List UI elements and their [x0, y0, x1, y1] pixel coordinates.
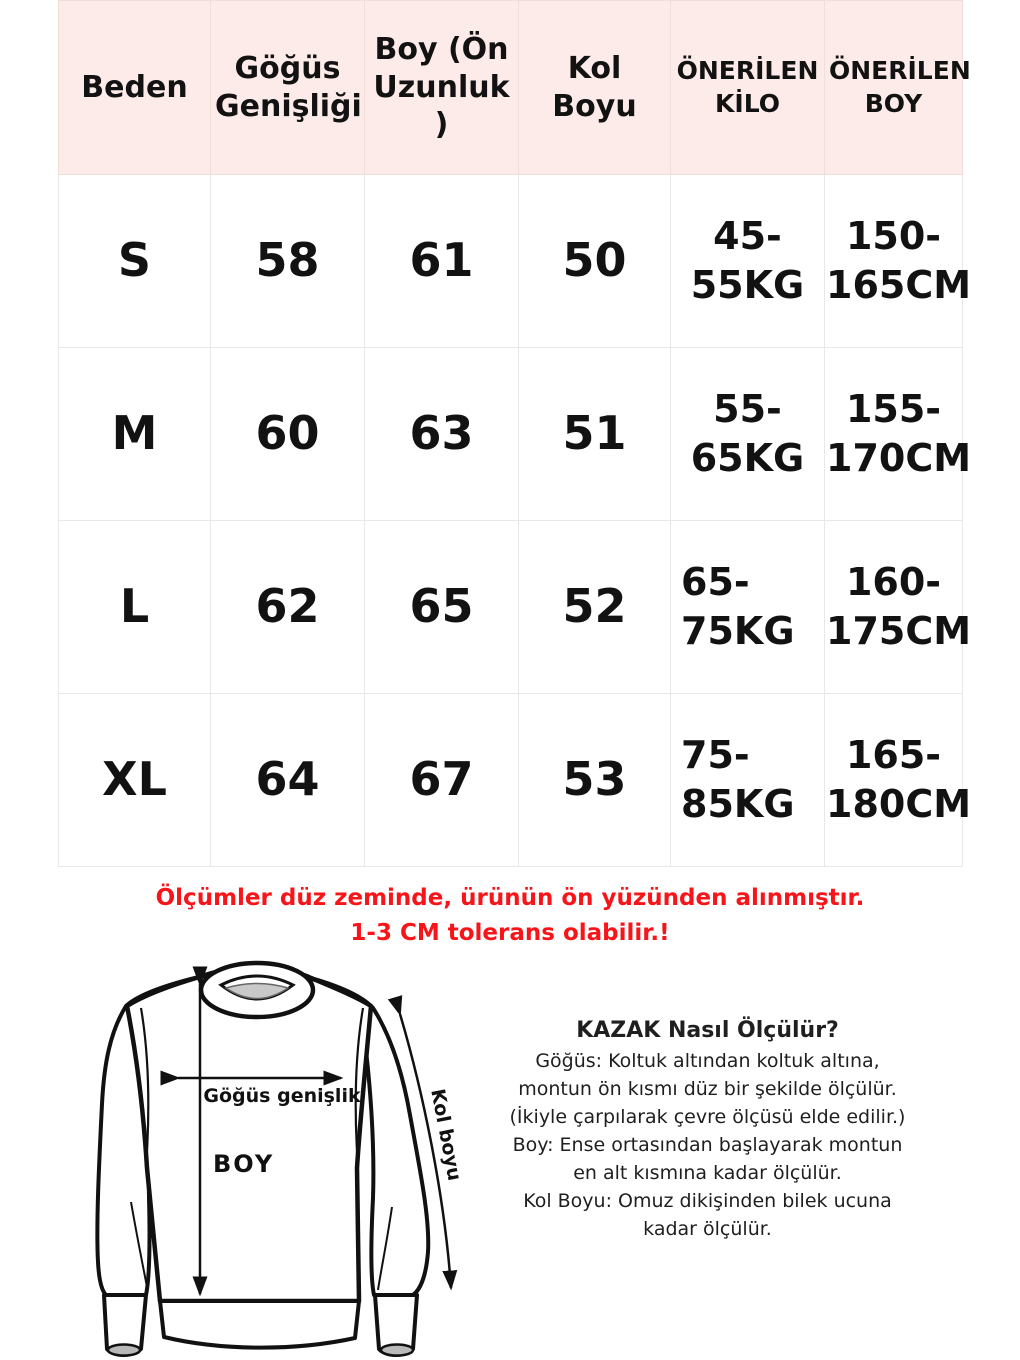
- cell-chest: 58: [211, 175, 365, 348]
- sweater-diagram: [88, 950, 472, 1360]
- cell-height: 155-170CM: [825, 348, 963, 521]
- note-line-2: 1-3 CM tolerans olabilir.!: [350, 920, 670, 946]
- cell-size: S: [59, 175, 211, 348]
- cell-weight: 55-65KG: [671, 348, 825, 521]
- cell-sleeve: 52: [519, 521, 671, 694]
- cell-size: M: [59, 348, 211, 521]
- table-row-m: [59, 348, 963, 521]
- cell-weight: 45-55KG: [671, 175, 825, 348]
- right-cuff-opening: [381, 1345, 413, 1356]
- header-onerilen-boy: ÖNERİLEN BOY: [825, 1, 963, 175]
- header-boy-on-uzunluk: Boy (Ön Uzunluk ): [365, 1, 519, 175]
- cell-height: 165-180CM: [825, 694, 963, 867]
- left-cuff-opening: [108, 1345, 140, 1356]
- table-row-xl: [59, 694, 963, 867]
- length-arrow-label: BOY: [213, 1150, 275, 1178]
- howto-sleeve-text: Kol Boyu: Omuz dikişinden bilek ucuna kadar ölçülür.: [523, 1190, 892, 1240]
- table-row-l: [59, 521, 963, 694]
- cell-length: 61: [365, 175, 519, 348]
- howto-chest-text: Göğüs: Koltuk altından koltuk altına, montun ön kısmı düz bir şekilde ölçülür. (İkiyle çarpılarak çevre ölçüsü elde edilir.): [509, 1050, 906, 1128]
- size-table: [58, 0, 972, 867]
- cell-chest: 60: [211, 348, 365, 521]
- cell-height: 160-175CM: [825, 521, 963, 694]
- cell-chest: 62: [211, 521, 365, 694]
- sleeve-arrow-label: Kol boyu: [426, 1087, 466, 1183]
- cell-weight: 65-75KG: [671, 521, 825, 694]
- header-kol-boyu: Kol Boyu: [519, 1, 671, 175]
- size-table-header-row: [59, 1, 963, 175]
- cell-weight: 75-85KG: [671, 694, 825, 867]
- header-onerilen-kilo: ÖNERİLEN KİLO: [671, 1, 825, 175]
- cell-sleeve: 51: [519, 348, 671, 521]
- cell-height: 150-165CM: [825, 175, 963, 348]
- cell-chest: 64: [211, 694, 365, 867]
- table-row-s: [59, 175, 963, 348]
- header-beden: Beden: [59, 1, 211, 175]
- cell-size: L: [59, 521, 211, 694]
- cell-length: 67: [365, 694, 519, 867]
- cell-sleeve: 53: [519, 694, 671, 867]
- chest-arrow-label: Göğüs genişlik: [203, 1085, 361, 1107]
- cell-length: 63: [365, 348, 519, 521]
- howto-title: KAZAK Nasıl Ölçülür?: [576, 1018, 839, 1043]
- note-line-1: Ölçümler düz zeminde, ürünün ön yüzünden alınmıştır.: [155, 885, 865, 911]
- header-gogus-genisligi: Göğüs Genişliği: [211, 1, 365, 175]
- cell-length: 65: [365, 521, 519, 694]
- cell-size: XL: [59, 694, 211, 867]
- sweater-hem-band: [160, 1301, 359, 1348]
- cell-sleeve: 50: [519, 175, 671, 348]
- howto-length-text: Boy: Ense ortasından başlayarak montun en alt kısmına kadar ölçülür.: [512, 1134, 903, 1184]
- howto-measure-block: [505, 1016, 910, 1243]
- measurement-note: [0, 881, 1020, 951]
